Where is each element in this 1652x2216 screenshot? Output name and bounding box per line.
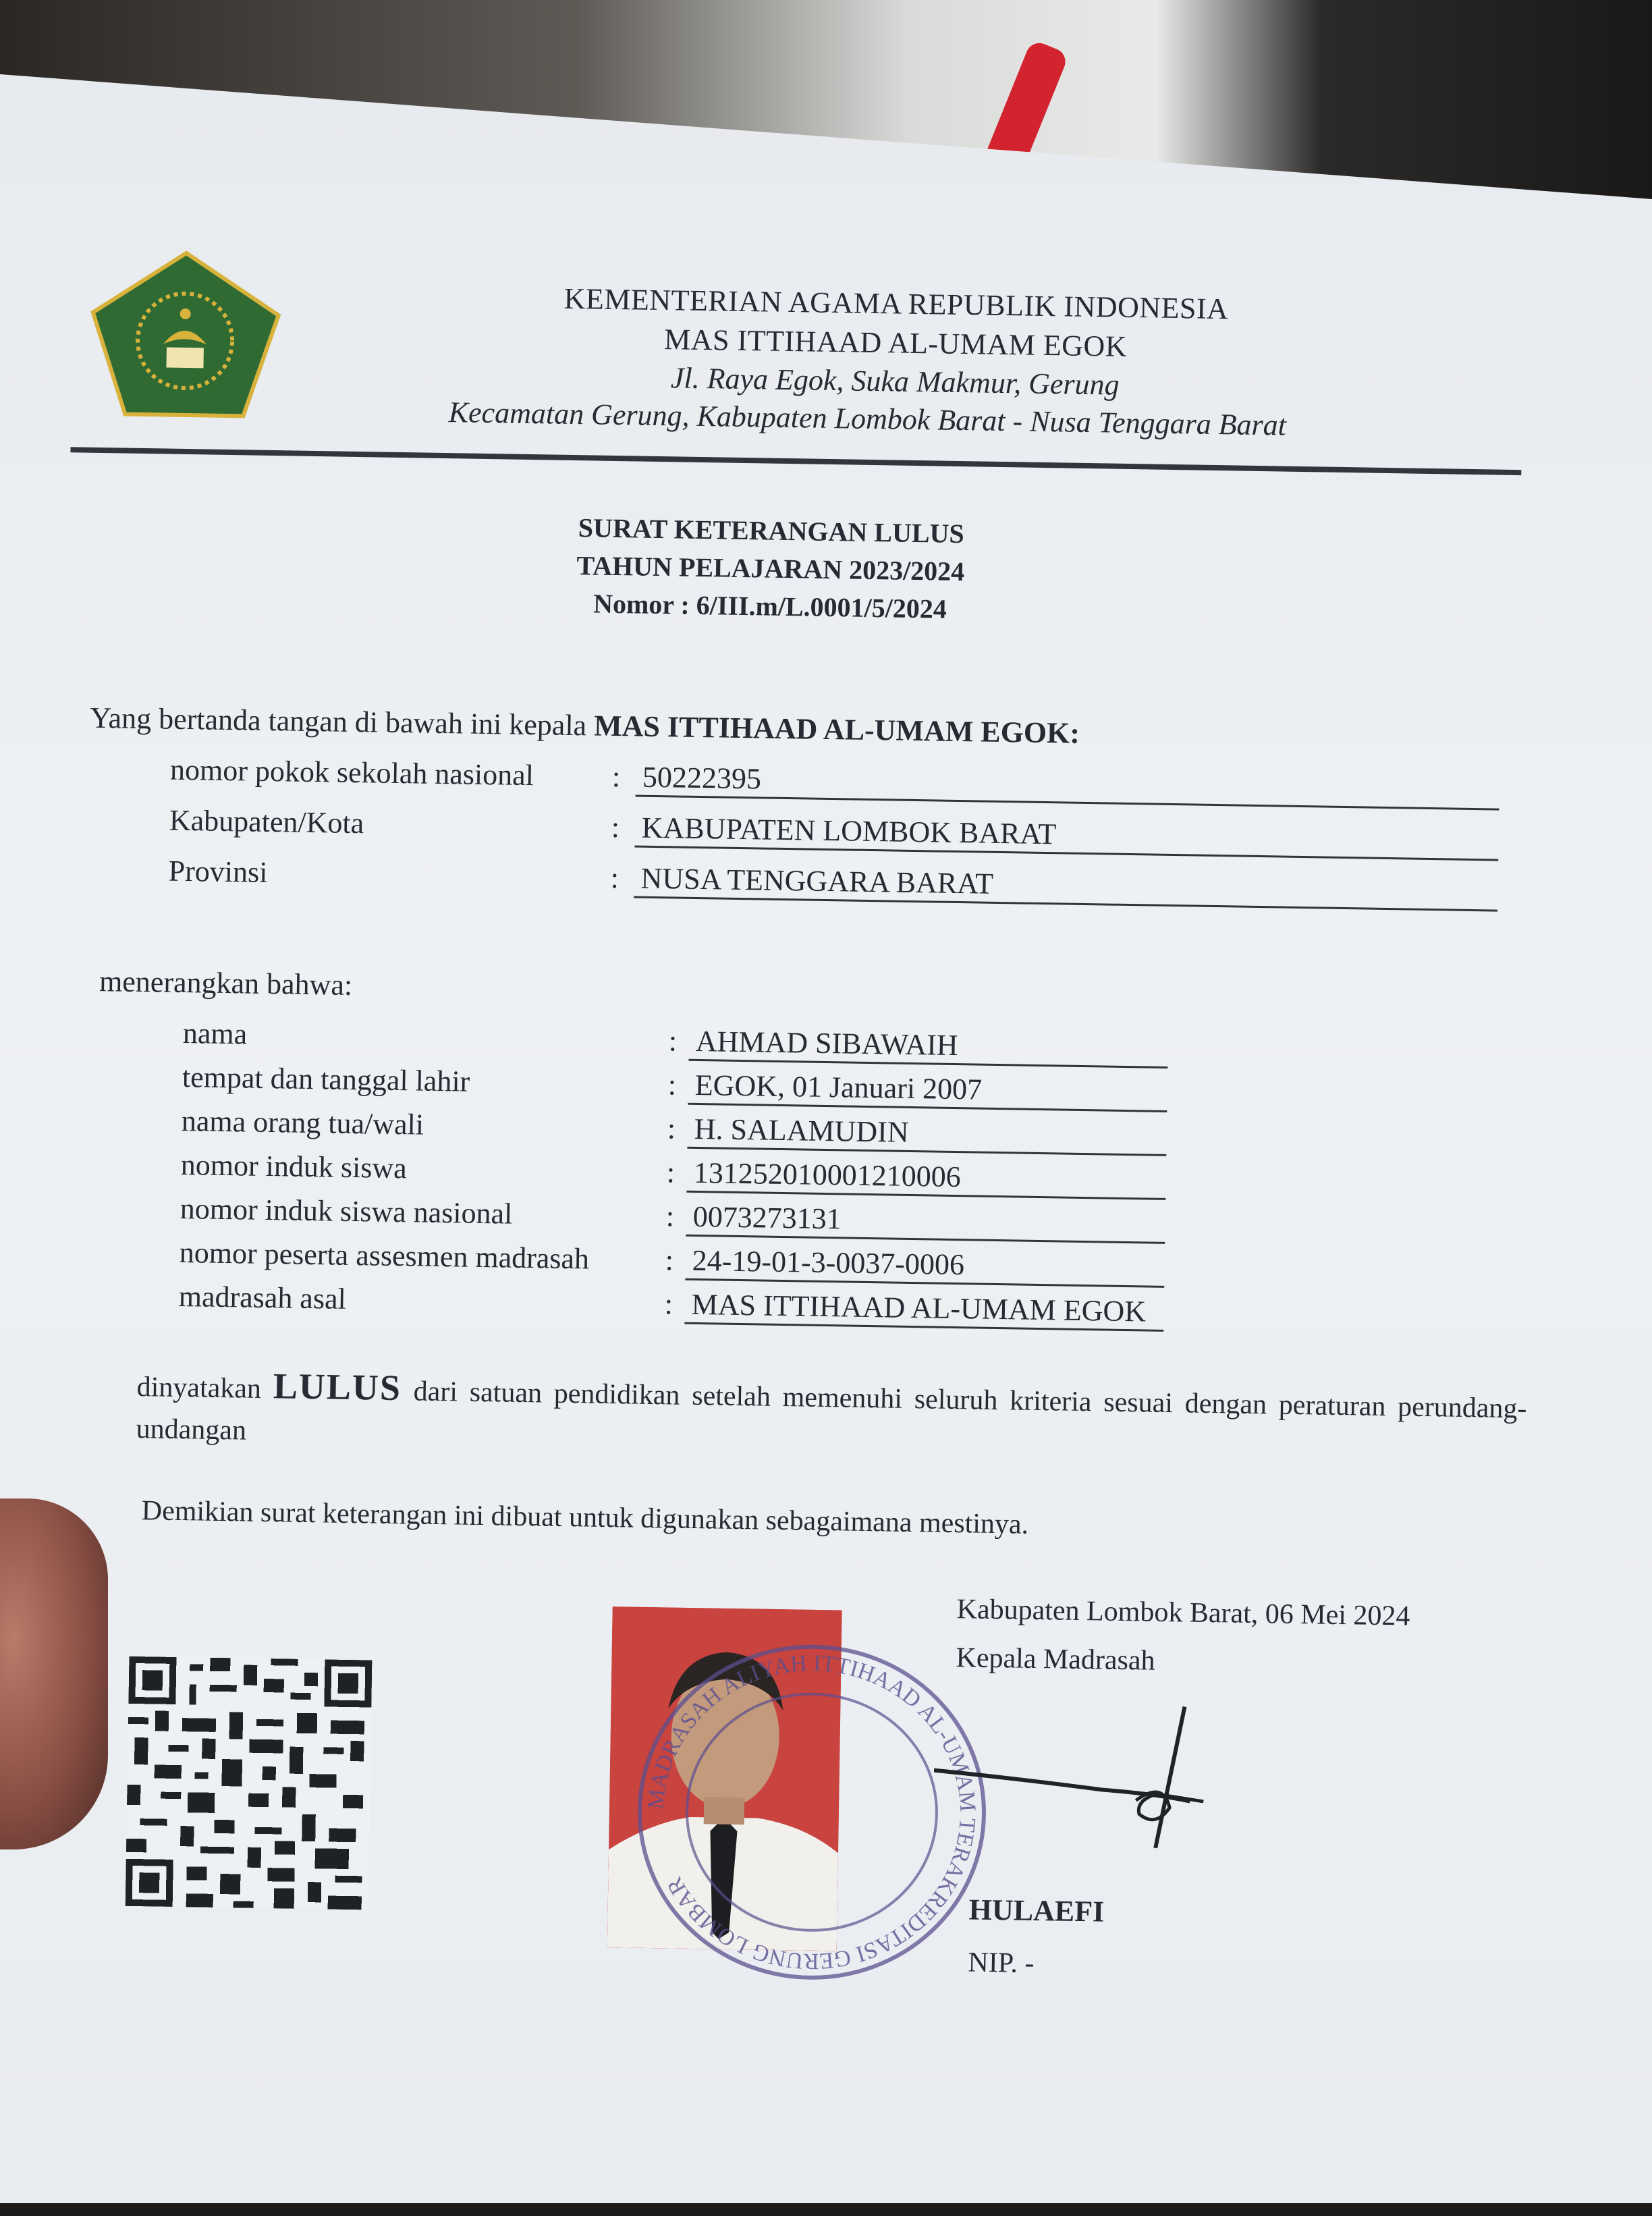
svg-text:MADRASAH ALIYAH ITTIHAAD AL-UM: [641, 1648, 983, 1976]
field-colon: :: [611, 759, 621, 794]
field-value: NUSA TENGGARA BARAT: [634, 861, 1498, 912]
field-madrasah-asal: [178, 1279, 1147, 1328]
signature-place-block: [956, 1585, 1410, 1690]
field-peserta-assesmen: [179, 1235, 965, 1282]
field-value: 0073273131: [686, 1199, 1165, 1244]
letterhead-divider: [70, 447, 1521, 475]
lulus-prefix: dinyatakan: [136, 1372, 262, 1405]
field-value: KABUPATEN LOMBOK BARAT: [634, 811, 1499, 861]
title-year: TAHUN PELAJARAN 2023/2024: [576, 550, 965, 587]
field-colon: :: [665, 1199, 675, 1233]
field-colon: :: [611, 810, 620, 844]
field-colon: :: [667, 1112, 676, 1145]
field-colon: :: [665, 1243, 674, 1277]
field-value: EGOK, 01 Januari 2007: [688, 1068, 1167, 1112]
field-label: tempat dan tanggal lahir: [182, 1060, 470, 1098]
field-label: nomor peserta assesmen madrasah: [179, 1235, 590, 1276]
menerangkan-label: menerangkan bahwa:: [99, 965, 353, 1002]
holding-thumb: [0, 1498, 108, 1849]
qr-code: [126, 1656, 373, 1910]
field-label: nama orang tua/wali: [181, 1104, 424, 1141]
field-value: 50222395: [636, 760, 1500, 811]
field-value: AHMAD SIBAWAIH: [688, 1024, 1168, 1069]
intro-school: MAS ITTIHAAD AL-UMAM EGOK:: [593, 709, 1080, 750]
signature-place-date: Kabupaten Lombok Barat, 06 Mei 2024: [956, 1594, 1410, 1632]
field-nis: [180, 1147, 962, 1194]
field-label: nomor pokok sekolah nasional: [169, 753, 534, 792]
field-label: madrasah asal: [178, 1279, 347, 1316]
field-label: nomor induk siswa nasional: [180, 1191, 513, 1231]
field-colon: :: [666, 1156, 676, 1189]
letterhead-ministry: KEMENTERIAN AGAMA REPUBLIK INDONESIA: [563, 281, 1229, 326]
intro-sentence: [90, 701, 1080, 751]
lulus-suffix: dari satuan pendidikan setelah memenuhi seluruh kriteria sesuai dengan peraturan perundang-undangan: [136, 1376, 1527, 1447]
field-value: 131252010001210006: [686, 1156, 1166, 1200]
title-number: Nomor : 6/III.m/L.0001/5/2024: [593, 588, 947, 624]
letterhead: [442, 277, 1348, 445]
letterhead-school: MAS ITTIHAAD AL-UMAM EGOK: [663, 323, 1128, 363]
signature-position: Kepala Madrasah: [956, 1642, 1155, 1677]
field-colon: :: [610, 861, 620, 895]
kemenag-logo: [88, 248, 283, 420]
field-value: H. SALAMUDIN: [687, 1112, 1167, 1156]
letterhead-district: Kecamatan Gerung, Kabupaten Lombok Barat - Nusa Tenggara Barat: [448, 396, 1287, 442]
title-main: SURAT KETERANGAN LULUS: [578, 512, 965, 549]
handwritten-signature: [933, 1696, 1219, 1876]
field-colon: :: [664, 1287, 673, 1321]
field-label: Provinsi: [168, 854, 268, 889]
closing-sentence: Demikian surat keterangan ini dibuat untuk digunakan sebagaimana mestinya.: [141, 1495, 1029, 1540]
field-npsn: [169, 753, 762, 796]
lulus-statement: [136, 1363, 1527, 1471]
signatory-nip: NIP. -: [968, 1947, 1035, 1980]
field-label: Kabupaten/Kota: [169, 803, 364, 840]
field-label: nomor induk siswa: [180, 1148, 408, 1185]
field-value: 24-19-01-3-0037-0006: [685, 1243, 1165, 1288]
field-value: MAS ITTIHAAD AL-UMAM EGOK: [684, 1287, 1164, 1332]
signatory-name: HULAEFI: [968, 1893, 1105, 1928]
field-colon: :: [667, 1068, 677, 1102]
field-provinsi: [168, 854, 994, 900]
field-colon: :: [668, 1024, 678, 1058]
field-nama: [182, 1016, 959, 1062]
stamp-text: MADRASAH ALIYAH ITTIHAAD AL-UMAM TERAKREDITASI GERUNG LOMBAR: [643, 1650, 981, 1974]
field-label: nama: [182, 1017, 248, 1051]
letterhead-address: Jl. Raya Egok, Suka Makmur, Gerung: [670, 361, 1120, 402]
lulus-word: LULUS: [273, 1366, 402, 1409]
field-orang-tua: [181, 1104, 909, 1149]
intro-text: Yang bertanda tangan di bawah ini kepala: [89, 701, 587, 742]
document-title: [480, 508, 1062, 630]
